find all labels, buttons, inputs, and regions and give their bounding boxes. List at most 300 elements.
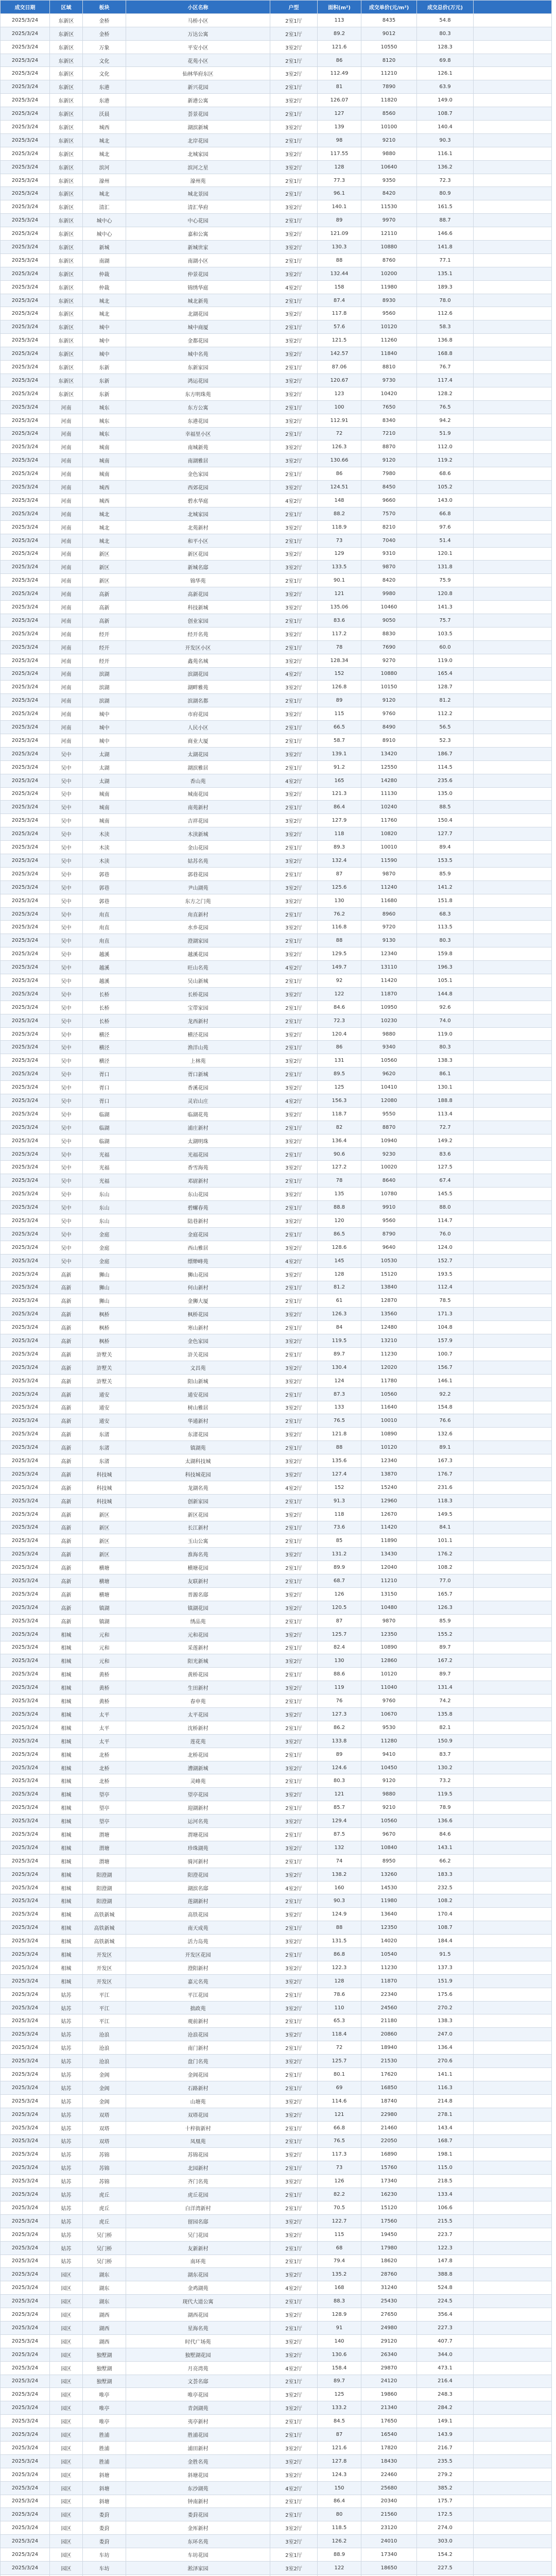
table-cell: 125.6 bbox=[318, 880, 361, 894]
table-cell: 城北 bbox=[83, 147, 126, 160]
table-cell: 3室2厅 bbox=[270, 921, 318, 934]
table-cell-spacer bbox=[474, 481, 552, 494]
table-cell: 河南 bbox=[50, 681, 83, 694]
table-cell: 2025/3/24 bbox=[1, 174, 50, 187]
table-cell: 光福 bbox=[83, 1161, 126, 1174]
table-cell: 姑苏 bbox=[50, 1988, 83, 2001]
table-cell: 131.2 bbox=[318, 1548, 361, 1561]
table-cell: 城东 bbox=[83, 427, 126, 440]
table-cell: 2025/3/24 bbox=[1, 561, 50, 574]
table-cell: 76.7 bbox=[417, 361, 474, 374]
table-cell: 2室1厅 bbox=[270, 721, 318, 734]
table-cell: 2025/3/24 bbox=[1, 734, 50, 747]
table-cell: 3室2厅 bbox=[270, 1841, 318, 1854]
table-cell: 524.8 bbox=[417, 2281, 474, 2295]
table-cell: 141.1 bbox=[417, 2068, 474, 2081]
table-cell-spacer bbox=[474, 1881, 552, 1894]
table-cell: 东新区 bbox=[50, 347, 83, 361]
table-cell: 狮山花园 bbox=[126, 1267, 270, 1281]
table-cell: 146.1 bbox=[417, 1374, 474, 1387]
table-cell: 狮山 bbox=[83, 1267, 126, 1281]
table-cell: 127.7 bbox=[417, 827, 474, 841]
table-cell: 176.7 bbox=[417, 1467, 474, 1481]
table-cell: 81 bbox=[318, 80, 361, 94]
table-cell: 131.4 bbox=[417, 1681, 474, 1694]
table-cell-spacer bbox=[474, 253, 552, 267]
table-cell: 石路新村 bbox=[126, 2081, 270, 2094]
table-cell: 虎丘花园 bbox=[126, 2188, 270, 2201]
table-cell-spacer bbox=[474, 520, 552, 534]
table-cell: 东新区 bbox=[50, 107, 83, 121]
table-cell-spacer bbox=[474, 1001, 552, 1014]
table-cell-spacer bbox=[474, 2108, 552, 2121]
table-row bbox=[1, 1374, 552, 1387]
table-cell: 132.4 bbox=[318, 854, 361, 868]
table-cell: 活力岛苑 bbox=[126, 1935, 270, 1948]
table-cell: 文荟名邸 bbox=[126, 2375, 270, 2388]
table-row bbox=[1, 214, 552, 227]
table-cell: 金鸡湖苑 bbox=[126, 2281, 270, 2295]
table-cell: 118.5 bbox=[318, 2521, 361, 2535]
table-cell: 2025/3/24 bbox=[1, 1494, 50, 1507]
table-cell: 2025/3/24 bbox=[1, 574, 50, 587]
table-cell: 88.7 bbox=[417, 214, 474, 227]
table-header bbox=[1, 1, 552, 14]
table-cell: 姑苏 bbox=[50, 2228, 83, 2241]
table-cell: 莲湖新村 bbox=[126, 1894, 270, 1908]
table-cell: 88 bbox=[318, 253, 361, 267]
table-cell: 16230 bbox=[361, 2188, 417, 2201]
table-cell-spacer bbox=[474, 1841, 552, 1854]
table-cell: 生田新村 bbox=[126, 1681, 270, 1694]
table-cell: 唯亭 bbox=[83, 2401, 126, 2415]
table-cell: 139 bbox=[318, 121, 361, 134]
table-cell: 117.8 bbox=[318, 307, 361, 320]
table-row bbox=[1, 294, 552, 307]
table-cell: 滨湖 bbox=[83, 667, 126, 681]
table-cell: 相城 bbox=[50, 1761, 83, 1774]
table-cell: 吴中 bbox=[50, 1214, 83, 1228]
table-cell: 118 bbox=[318, 1507, 361, 1521]
table-cell: 娄葑 bbox=[83, 2535, 126, 2548]
table-cell-spacer bbox=[474, 427, 552, 440]
table-row bbox=[1, 1561, 552, 1574]
table-cell: 130.66 bbox=[318, 454, 361, 467]
table-cell: 高新 bbox=[50, 1454, 83, 1468]
table-cell: 相城 bbox=[50, 1935, 83, 1948]
table-cell: 12110 bbox=[361, 227, 417, 241]
table-cell: 创新家园 bbox=[126, 1494, 270, 1507]
table-cell: 齐门名苑 bbox=[126, 2175, 270, 2188]
table-cell: 88.5 bbox=[417, 801, 474, 814]
table-cell: 122 bbox=[318, 987, 361, 1001]
table-cell: 2025/3/24 bbox=[1, 587, 50, 601]
table-cell: 87.06 bbox=[318, 361, 361, 374]
table-cell: 87 bbox=[318, 2428, 361, 2442]
table-cell: 嘉和公寓 bbox=[126, 227, 270, 241]
table-cell-spacer bbox=[474, 1721, 552, 1734]
table-cell: 南湖小区 bbox=[126, 253, 270, 267]
table-row bbox=[1, 107, 552, 121]
table-cell: 越溪 bbox=[83, 947, 126, 961]
table-cell: 高新 bbox=[50, 1467, 83, 1481]
table-row bbox=[1, 2508, 552, 2521]
table-cell: 东新区 bbox=[50, 67, 83, 80]
table-cell: 盘门名苑 bbox=[126, 2055, 270, 2068]
table-cell: 126 bbox=[318, 1587, 361, 1601]
table-cell: 8450 bbox=[361, 481, 417, 494]
table-cell: 17560 bbox=[361, 2214, 417, 2228]
table-cell: 2025/3/24 bbox=[1, 2214, 50, 2228]
table-cell: 浒墅关 bbox=[83, 1347, 126, 1361]
table-cell: 相城 bbox=[50, 1748, 83, 1761]
table-cell: 121.09 bbox=[318, 227, 361, 241]
table-cell: 83.7 bbox=[417, 1748, 474, 1761]
table-cell: 9410 bbox=[361, 1748, 417, 1761]
table-cell: 通安 bbox=[83, 1387, 126, 1401]
table-cell: 寒山新村 bbox=[126, 1321, 270, 1334]
table-cell: 72.3 bbox=[318, 1014, 361, 1027]
table-cell: 东山 bbox=[83, 1188, 126, 1201]
table-cell-spacer bbox=[474, 320, 552, 334]
table-cell: 2025/3/24 bbox=[1, 1521, 50, 1534]
table-cell: 东方明珠苑 bbox=[126, 387, 270, 400]
table-cell: 2025/3/24 bbox=[1, 2281, 50, 2295]
table-cell: 高新 bbox=[50, 1507, 83, 1521]
table-cell: 125.7 bbox=[318, 2055, 361, 2068]
table-cell: 2室1厅 bbox=[270, 2415, 318, 2428]
table-cell: 吴中 bbox=[50, 1067, 83, 1081]
table-cell: 89.7 bbox=[417, 1668, 474, 1681]
table-row bbox=[1, 454, 552, 467]
table-cell: 河南 bbox=[50, 494, 83, 507]
table-cell: 136.6 bbox=[417, 1815, 474, 1828]
table-cell: 154.8 bbox=[417, 1401, 474, 1414]
table-cell: 150.4 bbox=[417, 814, 474, 827]
table-cell: 215.5 bbox=[417, 2214, 474, 2228]
table-cell: 68.7 bbox=[318, 1574, 361, 1588]
table-cell: 76.5 bbox=[318, 1414, 361, 1428]
table-cell: 2室1厅 bbox=[270, 1641, 318, 1654]
table-cell: 63.9 bbox=[417, 80, 474, 94]
table-cell: 2室1厅 bbox=[270, 2508, 318, 2521]
table-cell-spacer bbox=[474, 974, 552, 988]
table-cell: 2025/3/24 bbox=[1, 1201, 50, 1214]
table-cell: 月亮湾苑 bbox=[126, 2361, 270, 2375]
table-cell-spacer bbox=[474, 2268, 552, 2281]
table-cell: 278.1 bbox=[417, 2108, 474, 2121]
table-cell: 2室1厅 bbox=[270, 1294, 318, 1308]
table-cell: 2025/3/24 bbox=[1, 2334, 50, 2348]
table-cell: 姑苏 bbox=[50, 2055, 83, 2068]
table-cell: 2025/3/24 bbox=[1, 1321, 50, 1334]
table-cell: 高新 bbox=[50, 1548, 83, 1561]
table-cell: 沈桥新村 bbox=[126, 1721, 270, 1734]
table-cell: 2室1厅 bbox=[270, 2375, 318, 2388]
table-row bbox=[1, 2081, 552, 2094]
table-cell: 2025/3/24 bbox=[1, 2094, 50, 2108]
table-cell: 136.8 bbox=[417, 334, 474, 347]
table-cell: 2室1厅 bbox=[270, 1668, 318, 1681]
table-cell: 21530 bbox=[361, 2055, 417, 2068]
table-cell: 11820 bbox=[361, 94, 417, 107]
table-cell: 2025/3/24 bbox=[1, 2121, 50, 2134]
table-cell: 2025/3/24 bbox=[1, 1894, 50, 1908]
table-cell: 3室2厅 bbox=[270, 2214, 318, 2228]
table-cell: 101.1 bbox=[417, 1534, 474, 1548]
table-cell: 相城 bbox=[50, 1921, 83, 1935]
table-cell: 9120 bbox=[361, 694, 417, 707]
table-cell: 金厍新村 bbox=[126, 2521, 270, 2535]
table-cell: 145.5 bbox=[417, 1188, 474, 1201]
table-cell: 2室1厅 bbox=[270, 13, 318, 27]
table-cell: 121 bbox=[318, 587, 361, 601]
table-cell: 145 bbox=[318, 1254, 361, 1267]
table-row bbox=[1, 1174, 552, 1188]
table-cell: 水乡花园 bbox=[126, 921, 270, 934]
table-cell-spacer bbox=[474, 587, 552, 601]
table-cell: 132.6 bbox=[417, 1428, 474, 1441]
table-cell: 2室1厅 bbox=[270, 2428, 318, 2442]
table-cell: 2025/3/24 bbox=[1, 2268, 50, 2281]
table-cell: 119.5 bbox=[417, 1788, 474, 1801]
table-row bbox=[1, 1121, 552, 1134]
table-cell: 平安小区 bbox=[126, 40, 270, 54]
table-cell: 吴中 bbox=[50, 1107, 83, 1121]
table-cell: 2025/3/24 bbox=[1, 1561, 50, 1574]
table-cell: 吴中 bbox=[50, 867, 83, 880]
table-cell: 2室1厅 bbox=[270, 614, 318, 627]
table-cell: 园区 bbox=[50, 2454, 83, 2468]
table-row bbox=[1, 80, 552, 94]
table-cell: 11870 bbox=[361, 987, 417, 1001]
table-row bbox=[1, 1094, 552, 1108]
table-cell: 10670 bbox=[361, 1708, 417, 1721]
table-cell: 2025/3/24 bbox=[1, 1761, 50, 1774]
table-cell-spacer bbox=[474, 707, 552, 721]
table-cell: 83.6 bbox=[417, 1147, 474, 1161]
table-cell: 127.4 bbox=[318, 1467, 361, 1481]
table-cell: 2室1厅 bbox=[270, 174, 318, 187]
table-cell: 124.9 bbox=[318, 1908, 361, 1921]
table-cell: 126.1 bbox=[417, 67, 474, 80]
table-cell-spacer bbox=[474, 2454, 552, 2468]
table-cell: 唯亭 bbox=[83, 2415, 126, 2428]
table-cell: 10010 bbox=[361, 841, 417, 854]
table-cell: 黄桥花园 bbox=[126, 1668, 270, 1681]
table-cell: 2025/3/24 bbox=[1, 2401, 50, 2415]
table-cell: 112.91 bbox=[318, 414, 361, 427]
table-cell: 2室1厅 bbox=[270, 1854, 318, 1868]
table-cell: 103.5 bbox=[417, 627, 474, 640]
table-cell: 2025/3/24 bbox=[1, 374, 50, 387]
table-cell: 城南花园 bbox=[126, 787, 270, 801]
table-cell: 幸福里小区 bbox=[126, 427, 270, 440]
table-cell: 10240 bbox=[361, 801, 417, 814]
table-cell: 118.3 bbox=[417, 1494, 474, 1507]
table-cell: 7690 bbox=[361, 640, 417, 654]
table-cell: 10150 bbox=[361, 681, 417, 694]
table-cell: 临湖花苑 bbox=[126, 1107, 270, 1121]
table-cell: 吴中 bbox=[50, 854, 83, 868]
table-row bbox=[1, 1507, 552, 1521]
table-cell: 10450 bbox=[361, 1761, 417, 1774]
table-cell: 10880 bbox=[361, 667, 417, 681]
table-cell: 140.1 bbox=[318, 200, 361, 214]
table-row bbox=[1, 2068, 552, 2081]
table-cell-spacer bbox=[474, 507, 552, 520]
table-cell: 渭塘 bbox=[83, 1828, 126, 1841]
table-cell: 高新 bbox=[50, 1481, 83, 1494]
table-cell: 香山苑 bbox=[126, 774, 270, 787]
table-cell: 仲裁 bbox=[83, 267, 126, 280]
table-cell: 2室1厅 bbox=[270, 253, 318, 267]
table-cell: 11210 bbox=[361, 1574, 417, 1588]
table-cell: 高新 bbox=[50, 1347, 83, 1361]
table-cell: 滨湖名都 bbox=[126, 694, 270, 707]
table-cell: 碧螺春苑 bbox=[126, 1201, 270, 1214]
table-cell: 2025/3/24 bbox=[1, 1815, 50, 1828]
table-cell: 91.5 bbox=[417, 1948, 474, 1961]
table-cell-spacer bbox=[474, 80, 552, 94]
table-cell: 河南 bbox=[50, 601, 83, 614]
table-cell: 82 bbox=[318, 1121, 361, 1134]
table-cell: 81.2 bbox=[417, 694, 474, 707]
table-cell-spacer bbox=[474, 1227, 552, 1241]
table-cell: 3室2厅 bbox=[270, 94, 318, 107]
table-cell: 3室2厅 bbox=[270, 1708, 318, 1721]
table-cell: 2025/3/24 bbox=[1, 1294, 50, 1308]
table-row bbox=[1, 361, 552, 374]
table-row bbox=[1, 2375, 552, 2388]
table-cell: 11590 bbox=[361, 854, 417, 868]
table-cell: 东沙湖苑 bbox=[126, 2481, 270, 2495]
table-cell: 文化 bbox=[83, 54, 126, 67]
table-cell-spacer bbox=[474, 241, 552, 254]
table-cell: 2025/3/24 bbox=[1, 280, 50, 294]
table-cell: 科技城 bbox=[83, 1494, 126, 1507]
table-cell: 相城 bbox=[50, 1881, 83, 1894]
table-cell: 狮山 bbox=[83, 1294, 126, 1308]
table-row bbox=[1, 1614, 552, 1628]
table-cell: 57.6 bbox=[318, 320, 361, 334]
table-cell: 光福花园 bbox=[126, 1147, 270, 1161]
table-cell: 158 bbox=[318, 280, 361, 294]
table-cell: 高新 bbox=[50, 1561, 83, 1574]
table-cell: 碧水华庭 bbox=[126, 494, 270, 507]
table-cell: 8790 bbox=[361, 1227, 417, 1241]
table-row bbox=[1, 1734, 552, 1748]
table-cell: 观前新村 bbox=[126, 2014, 270, 2028]
table-cell-spacer bbox=[474, 1027, 552, 1041]
table-cell: 2025/3/24 bbox=[1, 1908, 50, 1921]
table-row bbox=[1, 2308, 552, 2321]
table-cell: 东新区 bbox=[50, 320, 83, 334]
table-row bbox=[1, 507, 552, 520]
table-row bbox=[1, 2028, 552, 2041]
table-cell: 91.3 bbox=[318, 1494, 361, 1507]
table-cell: 135.2 bbox=[318, 2268, 361, 2281]
table-cell: 10890 bbox=[361, 1641, 417, 1654]
table-cell: 滨河之星 bbox=[126, 160, 270, 174]
table-cell: 3室2厅 bbox=[270, 2388, 318, 2401]
table-cell: 2025/3/24 bbox=[1, 1948, 50, 1961]
table-cell: 姑苏 bbox=[50, 2255, 83, 2268]
table-cell: 2025/3/24 bbox=[1, 1334, 50, 1348]
table-cell: 124.3 bbox=[318, 2468, 361, 2481]
table-cell: 3室2厅 bbox=[270, 347, 318, 361]
table-cell: 商业大厦 bbox=[126, 734, 270, 747]
table-cell: 南天成苑 bbox=[126, 1921, 270, 1935]
table-cell: 3室2厅 bbox=[270, 1961, 318, 1974]
table-cell: 3室2厅 bbox=[270, 1734, 318, 1748]
table-cell-spacer bbox=[474, 1815, 552, 1828]
table-cell: 90.6 bbox=[318, 1147, 361, 1161]
table-cell: 2025/3/24 bbox=[1, 774, 50, 787]
table-cell: 城东 bbox=[83, 414, 126, 427]
table-cell: 相城 bbox=[50, 1721, 83, 1734]
table-cell: 3室2厅 bbox=[270, 601, 318, 614]
table-cell: 东新区 bbox=[50, 187, 83, 200]
table-row bbox=[1, 1708, 552, 1721]
table-cell-spacer bbox=[474, 1267, 552, 1281]
table-cell: 90.3 bbox=[318, 1894, 361, 1908]
table-cell-spacer bbox=[474, 67, 552, 80]
table-cell: 2025/3/24 bbox=[1, 1401, 50, 1414]
table-cell: 园区 bbox=[50, 2415, 83, 2428]
table-cell: 浒墅关 bbox=[83, 1361, 126, 1374]
table-cell: 128.7 bbox=[417, 681, 474, 694]
table-cell: 园区 bbox=[50, 2388, 83, 2401]
table-cell-spacer bbox=[474, 987, 552, 1001]
table-cell: 224.5 bbox=[417, 2295, 474, 2308]
table-cell-spacer bbox=[474, 2214, 552, 2228]
table-cell: 248.3 bbox=[417, 2388, 474, 2401]
column-header: 户型 bbox=[270, 1, 318, 14]
table-cell: 115 bbox=[318, 707, 361, 721]
table-cell: 2025/3/24 bbox=[1, 2415, 50, 2428]
table-cell: 10530 bbox=[361, 1254, 417, 1267]
table-cell: 8870 bbox=[361, 1121, 417, 1134]
table-cell: 303.0 bbox=[417, 2535, 474, 2548]
table-row bbox=[1, 1854, 552, 1868]
table-cell-spacer bbox=[474, 1641, 552, 1654]
table-cell: 80.1 bbox=[318, 2068, 361, 2081]
table-cell: 苏锦 bbox=[83, 2148, 126, 2161]
table-cell: 越溪花园 bbox=[126, 947, 270, 961]
table-cell: 31240 bbox=[361, 2281, 417, 2295]
table-cell: 东方之门苑 bbox=[126, 894, 270, 907]
table-cell: 平江 bbox=[83, 2001, 126, 2014]
table-cell: 3室2厅 bbox=[270, 374, 318, 387]
table-cell: 东方公寓 bbox=[126, 400, 270, 414]
table-cell: 南城新苑 bbox=[126, 440, 270, 454]
table-cell: 2室1厅 bbox=[270, 1694, 318, 1708]
header-row bbox=[1, 1, 552, 14]
table-row bbox=[1, 1574, 552, 1588]
table-cell: 新城名邸 bbox=[126, 561, 270, 574]
table-cell: 2室1厅 bbox=[270, 1894, 318, 1908]
table-cell: 3室2厅 bbox=[270, 1361, 318, 1374]
table-cell: 2025/3/24 bbox=[1, 2201, 50, 2214]
table-row bbox=[1, 1027, 552, 1041]
table-cell-spacer bbox=[474, 1428, 552, 1441]
table-row bbox=[1, 481, 552, 494]
table-cell-spacer bbox=[474, 454, 552, 467]
table-cell: 2室1厅 bbox=[270, 80, 318, 94]
table-cell: 2025/3/24 bbox=[1, 1881, 50, 1894]
table-cell: 74.2 bbox=[417, 1694, 474, 1708]
